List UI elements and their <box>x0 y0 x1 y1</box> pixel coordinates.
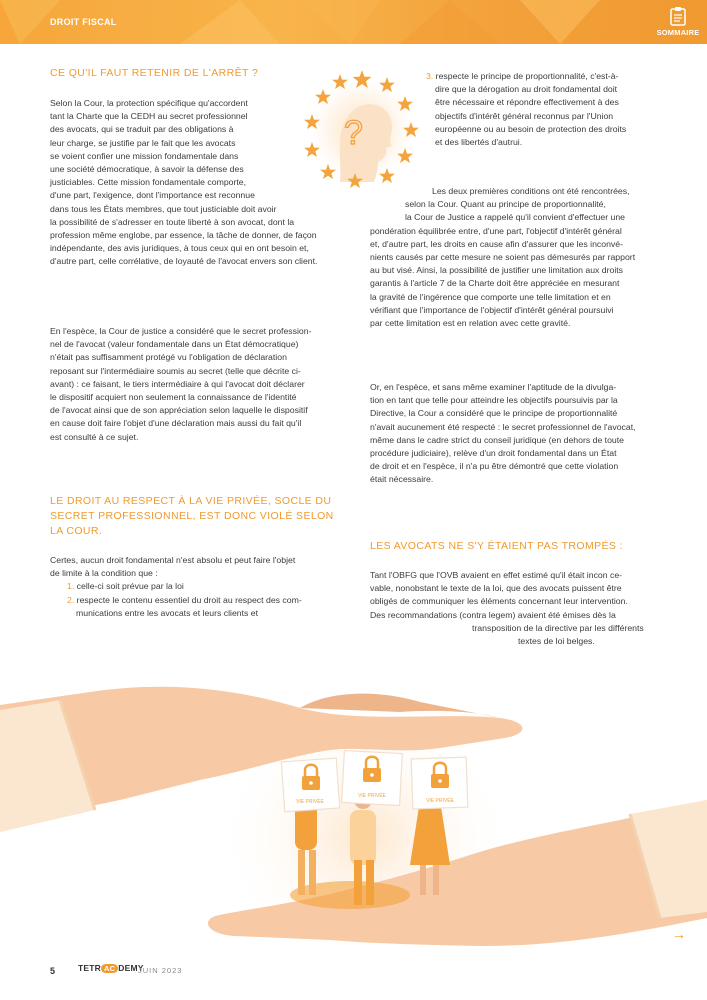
text-line: n'avait aucunement été respecté : le secret professionnel de l'avocat, <box>370 421 636 432</box>
heading-line: SECRET PROFESSIONNEL, EST DONC VIOLÉ SELON <box>50 510 334 522</box>
text-line: et des libertés d'autrui. <box>435 137 523 148</box>
text-line: leur charge, se justifie par le fait que les avocats <box>50 137 236 148</box>
paragraph-protection-specifique <box>50 97 317 269</box>
svg-text:?: ? <box>344 114 363 152</box>
text-line: dans tous les États membres, que tout justiciable doit avoir <box>50 203 277 214</box>
text-line: tion en tant que telle pour atteindre les objectifs poursuivis par la <box>370 395 618 406</box>
hands-privacy-illustration <box>0 650 707 1000</box>
clipboard-icon <box>670 6 686 26</box>
text-line: En l'espèce, la Cour de justice a considéré que le secret profession- <box>50 326 312 336</box>
text-line: Selon la Cour, la protection spécifique qu'accordent <box>50 98 248 108</box>
text-line: en cause doit faire l'objet d'une déclaration mais aussi du fait qu'il <box>50 418 302 429</box>
list-item-1 <box>50 580 302 593</box>
text-line: Certes, aucun droit fondamental n'est absolu et peut faire l'objet <box>50 555 296 565</box>
text-line: une société démocratique, à savoir la défense des <box>50 164 244 175</box>
sign-label: VIE PRIVÉE <box>296 799 324 805</box>
text-line: dire que la dérogation au droit fondamental doit <box>435 84 618 95</box>
text-line: obligés de communiquer les éléments concernant leur intervention. <box>370 596 628 607</box>
privacy-sign-3 <box>411 757 468 809</box>
text-line: Or, en l'espèce, et sans même examiner l'aptitude de la divulga- <box>370 382 617 392</box>
list-text: respecte le contenu essentiel du droit au respect des com- <box>76 594 302 605</box>
text-line: même dans le cadre strict du conseil juridique (en dehors de toute <box>370 434 625 445</box>
text-line: vérifiant que l'importance de l'objectif d'intérêt général poursuivi <box>370 304 614 315</box>
text-line: garantis à l'article 7 de la Charte doit être appréciée en mesurant <box>370 278 620 289</box>
text-line: la Cour de Justice a rappelé qu'il convient d'effectuer une <box>405 212 625 223</box>
text-line: et, d'autre part, les droits en cause afin d'assurer que les inconvé- <box>370 238 623 249</box>
text-line: la gravité de l'ingérence que comporte une telle limitation et en <box>370 291 611 302</box>
text-line: indépendante, des avis juridiques, à tous ceux qui en ont besoin et, <box>50 243 309 254</box>
text-line: nel de l'avocat (valeur fondamentale dans un État démocratique) <box>50 339 299 350</box>
privacy-sign-2 <box>342 751 403 806</box>
sommaire-button[interactable] <box>655 6 701 37</box>
paragraph-deux-premieres-conditions <box>370 185 656 330</box>
text-line: procédure judiciaire), relève d'un droit fondamental dans un État <box>370 448 617 459</box>
list-number: 2. <box>67 594 75 605</box>
text-line: Tant l'OBFG que l'OVB avaient en effet estimé qu'il était incon ce- <box>370 570 623 580</box>
text-line: le dispositif acquiert non seulement la connaissance de l'identité <box>50 392 297 403</box>
text-line: nients causés par cette mesure ne soient pas démesurés par rapport <box>370 252 636 263</box>
eu-stars-question-illustration <box>300 64 425 194</box>
logo-part: TETR <box>78 963 101 973</box>
page-number: 5 <box>50 966 56 976</box>
heading-avocats-pas-trompes: LES AVOCATS NE S'Y ÉTAIENT PAS TROMPÉS : <box>370 540 623 552</box>
list-item-2 <box>50 594 302 607</box>
heading-line: LE DROIT AU RESPECT À LA VIE PRIVÉE, SOCLE DU <box>50 495 332 507</box>
issue-date: JUIN 2023 <box>138 966 183 975</box>
text-line: être nécessaire et répondre effectivement à des <box>435 97 619 108</box>
list-text: celle-ci soit prévue par la loi <box>76 581 184 592</box>
text-line: profession même englobe, par essence, la tâche de donner, de façon <box>50 230 317 241</box>
heading-line: LA COUR. <box>50 525 103 537</box>
text-line: se voient confier une mission fondamentale dans <box>50 150 239 161</box>
sign-label: VIE PRIVÉE <box>358 793 386 799</box>
heading-ce-quil-faut-retenir: CE QU'IL FAUT RETENIR DE L'ARRÊT ? <box>50 67 259 79</box>
text-line: par cette limitation est en relation avec cette gravité. <box>370 318 571 329</box>
text-line: avant) : ce faisant, le tiers intermédiaire à qui l'avocat doit déclarer <box>50 378 305 389</box>
paragraph-or-en-lespece <box>370 381 636 487</box>
text-line: d'autre part, celle corrélative, de loyauté de l'avocat envers son client. <box>50 256 318 267</box>
text-line: Les deux premières conditions ont été rencontrées, <box>432 186 630 196</box>
paragraph-obfg-ovb <box>370 569 656 648</box>
privacy-sign-1 <box>281 758 339 812</box>
sign-label: VIE PRIVÉE <box>426 798 454 804</box>
text-line: des avocats, qui se traduit par des obligations à <box>50 124 234 135</box>
logo-part: DEMY <box>118 963 144 973</box>
list-item-3 <box>426 70 626 149</box>
text-line: Des recommandations (contra legem) avaient été émises dès la <box>370 609 616 620</box>
section-title: DROIT FISCAL <box>50 17 117 27</box>
text-line: d'une part, l'exigence, dont l'importance est reconnue <box>50 190 255 201</box>
heading-droit-vie-privee <box>50 494 334 539</box>
text-line: textes de loi belges. <box>518 636 595 647</box>
text-line: au but visé. Ainsi, la possibilité de justifier une limitation aux droits <box>370 265 624 276</box>
paragraph-certes <box>50 554 302 620</box>
text-line: est consulté à ce sujet. <box>50 431 139 442</box>
list-text: respecte le principe de proportionnalité, c'est-à- <box>435 71 619 81</box>
text-line: transposition de la directive par les différents <box>472 622 644 633</box>
text-line: vable, nonobstant le texte de la loi, que des avocats puissent être <box>370 583 622 594</box>
header-banner <box>0 0 707 44</box>
text-line: était nécessaire. <box>370 474 434 485</box>
text-line: objectifs d'intérêt général reconnus par l'Union <box>435 110 614 121</box>
tetracademy-logo <box>78 963 144 973</box>
paragraph-en-lespece-cour <box>50 325 311 444</box>
text-line: justiciables. Cette mission fondamentale comporte, <box>50 177 247 188</box>
list-number: 3. <box>426 71 434 81</box>
text-line: de l'avocat ainsi que de son appréciation selon laquelle le dispositif <box>50 405 308 416</box>
text-line: tant la Charte que la CEDH au secret professionnel <box>50 111 248 122</box>
text-line: la possibilité de s'adresser en toute liberté à son avocat, dont la <box>50 216 295 227</box>
text-line: selon la Cour. Quant au principe de proportionnalité, <box>405 199 606 210</box>
list-number: 1. <box>67 581 75 592</box>
text-line: de droit et en l'espèce, il n'a pu être démontré que cette violation <box>370 461 619 472</box>
text-line: pondération équilibrée entre, d'une part, l'objectif d'intérêt général <box>370 225 622 236</box>
text-line: de limite à la condition que : <box>50 568 158 579</box>
text-line: munications entre les avocats et leurs clients et <box>76 607 259 618</box>
logo-badge: AC <box>101 964 118 973</box>
text-line: Directive, la Cour a considéré que le principe de proportionnalité <box>370 408 618 419</box>
text-line: européenne ou au besoin de protection des droits <box>435 123 627 134</box>
text-line: reposant sur l'intermédiaire soumis au secret (telle que décrite ci- <box>50 365 301 376</box>
next-page-arrow-icon[interactable]: → <box>672 926 686 942</box>
sommaire-label: SOMMAIRE <box>656 28 700 37</box>
text-line: n'était pas suffisamment protégé vu l'obligation de déclaration <box>50 352 287 363</box>
